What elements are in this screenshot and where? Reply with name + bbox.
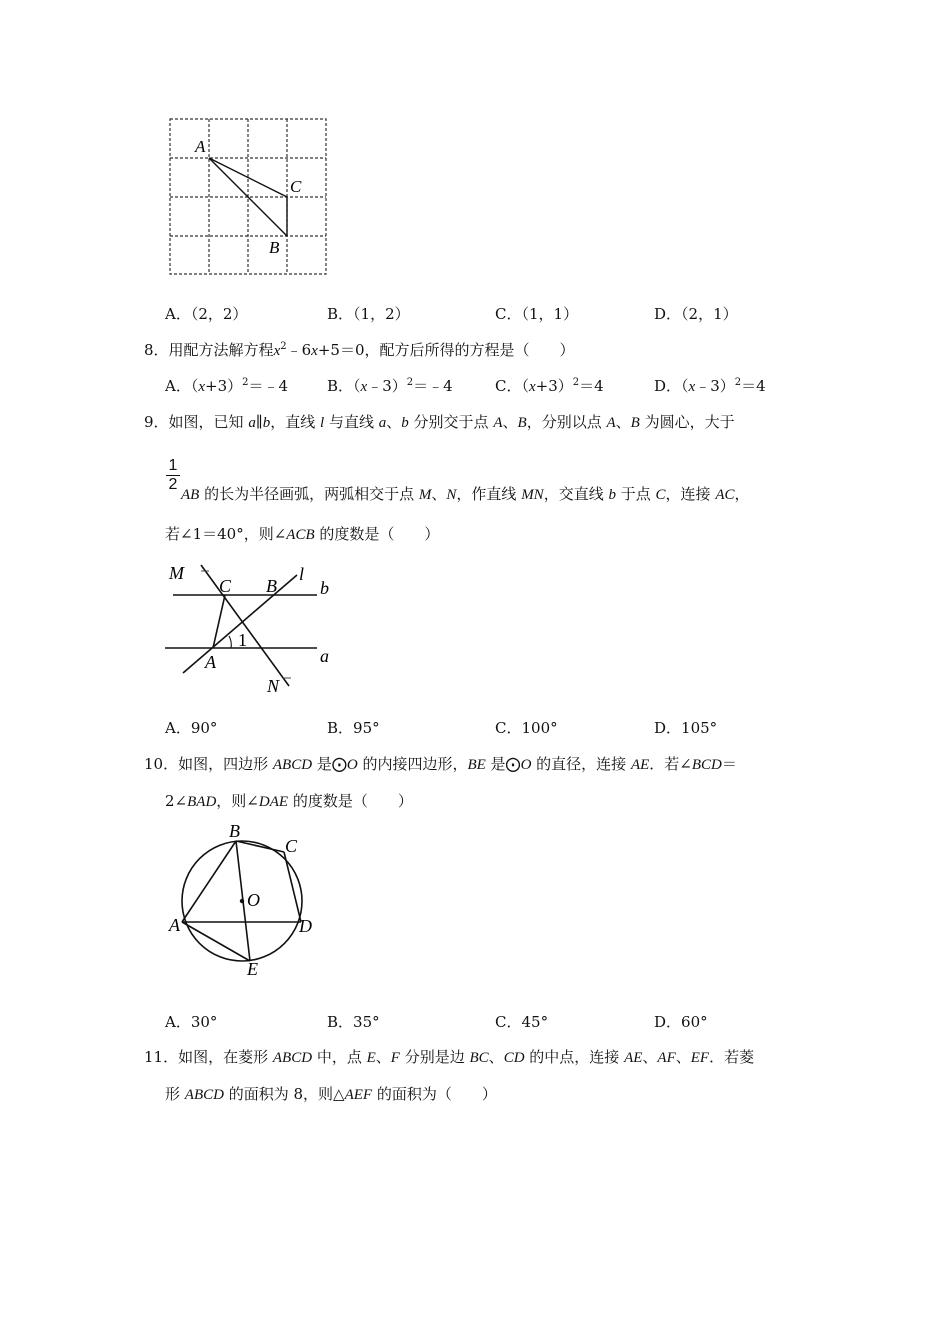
q8-option-d[interactable]: D．（x﹣3）$^2$＝4 [654, 377, 766, 395]
q7-option-a[interactable]: A．（2，2） [165, 305, 248, 323]
q8-stem: 8．用配方法解方程$x^2﹣6x+5=0$，配方后所得的方程是（ ） [144, 341, 575, 359]
label-o: O [247, 890, 260, 910]
label-b: B [266, 576, 277, 596]
label-e: E [247, 959, 258, 979]
label-b: B [269, 238, 280, 257]
label-a: A [195, 137, 206, 156]
label-a: A [169, 915, 180, 935]
label-b: B [229, 821, 240, 841]
q10-stem-line2: 2∠BAD，则∠DAE 的度数是（ ） [165, 792, 413, 810]
q9-stem-line1: 9．如图，已知 a∥b，直线 l 与直线 a、b 分别交于点 A、B，分别以点 A、B 为圆心，大于 [144, 413, 735, 431]
q11-stem-line2: 形 ABCD 的面积为 8，则△AEF 的面积为（ ） [165, 1085, 497, 1103]
q8-option-b[interactable]: B．（x﹣3）$^2$＝﹣4 [327, 377, 453, 395]
label-b-line: b [320, 578, 329, 598]
q9-stem-line2: AB 的长为半径画弧，两弧相交于点 M、N，作直线 MN，交直线 b 于点 C，连接 AC， [181, 485, 750, 503]
label-n: N [267, 676, 280, 696]
q8-option-c[interactable]: C．$(x+3)^2=4$ [495, 377, 604, 395]
label-angle-1: 1 [238, 630, 247, 650]
q10-stem-line1: 10．如图，四边形 ABCD 是⨀O 的内接四边形，BE 是⨀O 的直径，连接 AE．若∠BCD＝ [144, 755, 737, 773]
q10-option-d[interactable]: D．60° [654, 1013, 708, 1031]
q11-stem-line1: 11．如图，在菱形 ABCD 中，点 E、F 分别是边 BC、CD 的中点，连接 AE、AF、EF．若菱 [144, 1048, 755, 1066]
q9-parallel-lines-figure [165, 558, 345, 703]
q9-fraction: 1 2 [166, 457, 180, 494]
center-dot [240, 899, 244, 903]
q9-stem-line3: 若∠1＝40°，则∠ACB 的度数是（ ） [165, 525, 440, 543]
q9-option-a[interactable]: A．90° [165, 719, 218, 737]
q7-option-c[interactable]: C．（1，1） [495, 305, 579, 323]
q7-grid-figure [165, 115, 335, 280]
figure-lines [165, 565, 317, 686]
q7-option-d[interactable]: D．（2，1） [654, 305, 738, 323]
q9-option-c[interactable]: C．100° [495, 719, 558, 737]
label-c: C [290, 177, 302, 196]
q10-option-b[interactable]: B．35° [327, 1013, 380, 1031]
label-c: C [219, 576, 232, 596]
label-l: l [299, 564, 305, 584]
q7-option-b[interactable]: B．（1，2） [327, 305, 410, 323]
label-m: M [169, 563, 184, 583]
q10-option-a[interactable]: A．30° [165, 1013, 218, 1031]
label-a: A [205, 652, 216, 672]
q8-option-a[interactable]: A．$(x+3)^2=﹣4$ [165, 377, 289, 395]
q9-option-d[interactable]: D．105° [654, 719, 718, 737]
q10-circle-figure [165, 820, 325, 980]
label-d: D [299, 916, 312, 936]
label-c: C [285, 836, 298, 856]
q9-option-b[interactable]: B．95° [327, 719, 380, 737]
q10-option-c[interactable]: C．45° [495, 1013, 549, 1031]
label-a-line: a [320, 646, 329, 666]
